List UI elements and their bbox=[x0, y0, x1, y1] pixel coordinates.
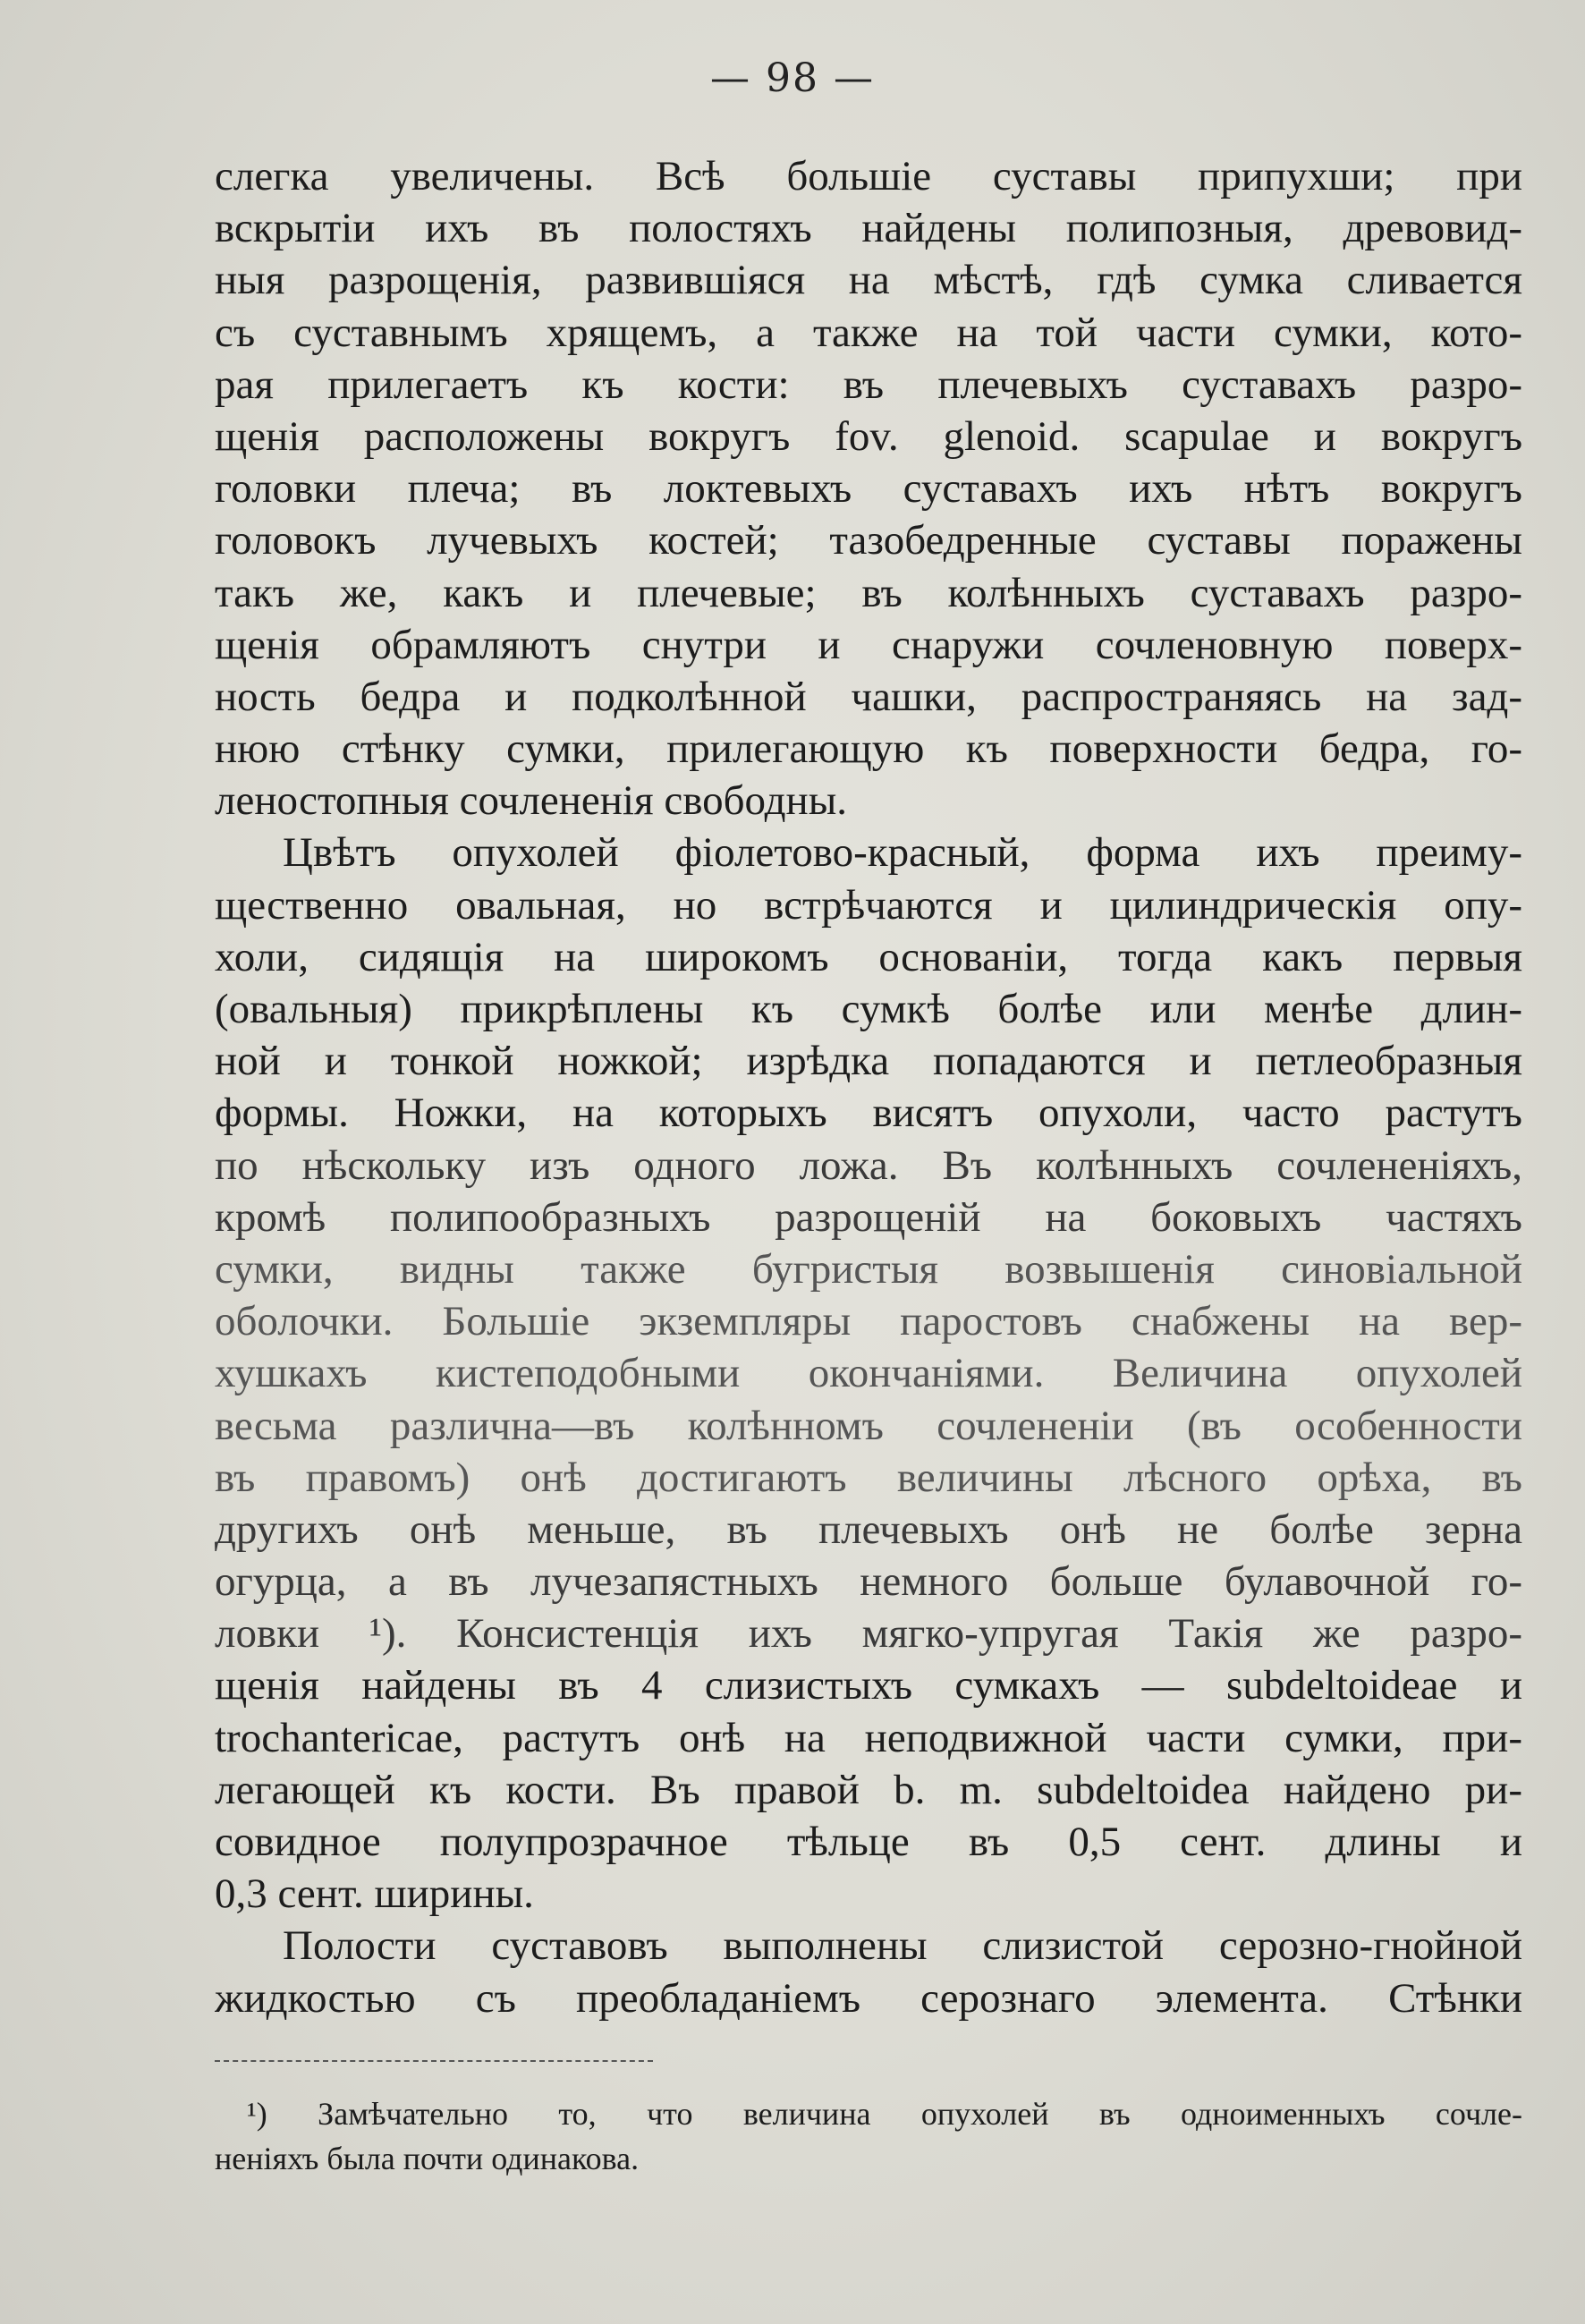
text-line: вскрытіи ихъ въ полостяхъ найдены полипозныя, древовид- bbox=[215, 205, 1522, 252]
paragraph-1 bbox=[215, 150, 1522, 827]
text-line: ловки ¹). Консистенція ихъ мягко-упругая Такія же разро- bbox=[215, 1610, 1522, 1658]
text-line: щенія расположены вокругъ fov. glenoid. scapulae и вокругъ bbox=[215, 412, 1522, 460]
text-line: ной и тонкой ножкой; изрѣдка попадаются и петлеобразныя bbox=[215, 1038, 1522, 1085]
text-line: леностопныя сочлененія свободны. bbox=[215, 777, 848, 825]
footnote bbox=[215, 2091, 1522, 2181]
text-line: Полости суставовъ выполнены слизистой серозно-гнойной bbox=[283, 1922, 1522, 1970]
text-line: холи, сидящія на широкомъ основаніи, тогда какъ первыя bbox=[215, 933, 1522, 980]
text-line: Цвѣтъ опухолей фіолетово-красный, форма ихъ преиму- bbox=[283, 829, 1522, 877]
text-line: сумки, видны также бугристыя возвышенія синовіальной bbox=[215, 1245, 1522, 1293]
text-line: кромѣ полипообразныхъ разрощеній на боковыхъ частяхъ bbox=[215, 1193, 1522, 1241]
text-line: другихъ онѣ меньше, въ плечевыхъ онѣ не болѣе зерна bbox=[215, 1506, 1522, 1553]
text-line: ность бедра и подколѣнной чашки, распространяясь на зад- bbox=[215, 673, 1522, 720]
text-line: рая прилегаетъ къ кости: въ плечевыхъ суставахъ разро- bbox=[215, 360, 1522, 408]
text-line: формы. Ножки, на которыхъ висятъ опухоли, часто растутъ bbox=[215, 1090, 1522, 1137]
text-line: такъ же, какъ и плечевые; въ колѣнныхъ суставахъ разро- bbox=[215, 569, 1522, 616]
text-line: весьма различна—въ колѣнномъ сочлененіи (въ особенности bbox=[215, 1402, 1522, 1449]
text-line: головки плеча; въ локтевыхъ суставахъ ихъ нѣтъ вокругъ bbox=[215, 465, 1522, 513]
text-line: въ правомъ) онѣ достигаютъ величины лѣсного орѣха, въ bbox=[215, 1454, 1522, 1501]
footnote-line: неніяхъ была почти одинакова. bbox=[215, 2141, 640, 2176]
text-line: огурца, а въ лучезапястныхъ немного больше булавочной го- bbox=[215, 1558, 1522, 1606]
text-line: trochantericae, растутъ онѣ на неподвижной части сумки, при- bbox=[215, 1714, 1522, 1761]
text-line: (овальныя) прикрѣплены къ сумкѣ болѣе или менѣе длин- bbox=[215, 986, 1522, 1032]
text-line: щественно овальная, но встрѣчаются и цилиндрическія опу- bbox=[215, 881, 1522, 929]
text-line: по нѣскольку изъ одного ложа. Въ колѣнныхъ сочлененіяхъ, bbox=[215, 1141, 1522, 1189]
paragraph-2 bbox=[215, 827, 1522, 1920]
text-line: жидкостью съ преобладаніемъ серознаго элемента. Стѣнки bbox=[215, 1974, 1522, 2022]
page-number: — 98 — bbox=[710, 55, 875, 101]
text-line: совидное полупрозрачное тѣльце въ 0,5 сент. длины и bbox=[215, 1819, 1522, 1865]
body-text bbox=[215, 150, 1522, 2024]
paragraph-3 bbox=[215, 1920, 1522, 2023]
text-line: легающей къ кости. Въ правой b. m. subdeltoidea найдено ри- bbox=[215, 1766, 1522, 1813]
footnote-divider bbox=[215, 2060, 653, 2062]
text-line: нюю стѣнку сумки, прилегающую къ поверхности бедра, го- bbox=[215, 725, 1522, 773]
text-line: щенія обрамляютъ снутри и снаружи сочленовную поверх- bbox=[215, 621, 1522, 668]
text-line: щенія найдены въ 4 слизистыхъ сумкахъ — subdeltoideae и bbox=[215, 1662, 1522, 1709]
text-line: головокъ лучевыхъ костей; тазобедренные суставы поражены bbox=[215, 517, 1522, 564]
text-line: 0,3 сент. ширины. bbox=[215, 1870, 534, 1918]
text-line: ныя разрощенія, развившіяся на мѣстѣ, гдѣ сумка сливается bbox=[215, 257, 1522, 304]
text-line: слегка увеличены. Всѣ большіе суставы припухши; при bbox=[215, 153, 1522, 199]
footnote-line: ¹) Замѣчательно то, что величина опухолей въ одноименныхъ сочле- bbox=[247, 2096, 1522, 2132]
text-line: оболочки. Большіе экземпляры паростовъ снабжены на вер- bbox=[215, 1298, 1522, 1345]
text-line: съ суставнымъ хрящемъ, а также на той части сумки, кото- bbox=[215, 309, 1522, 356]
text-line: хушкахъ кистеподобными окончаніями. Величина опухолей bbox=[215, 1350, 1522, 1397]
